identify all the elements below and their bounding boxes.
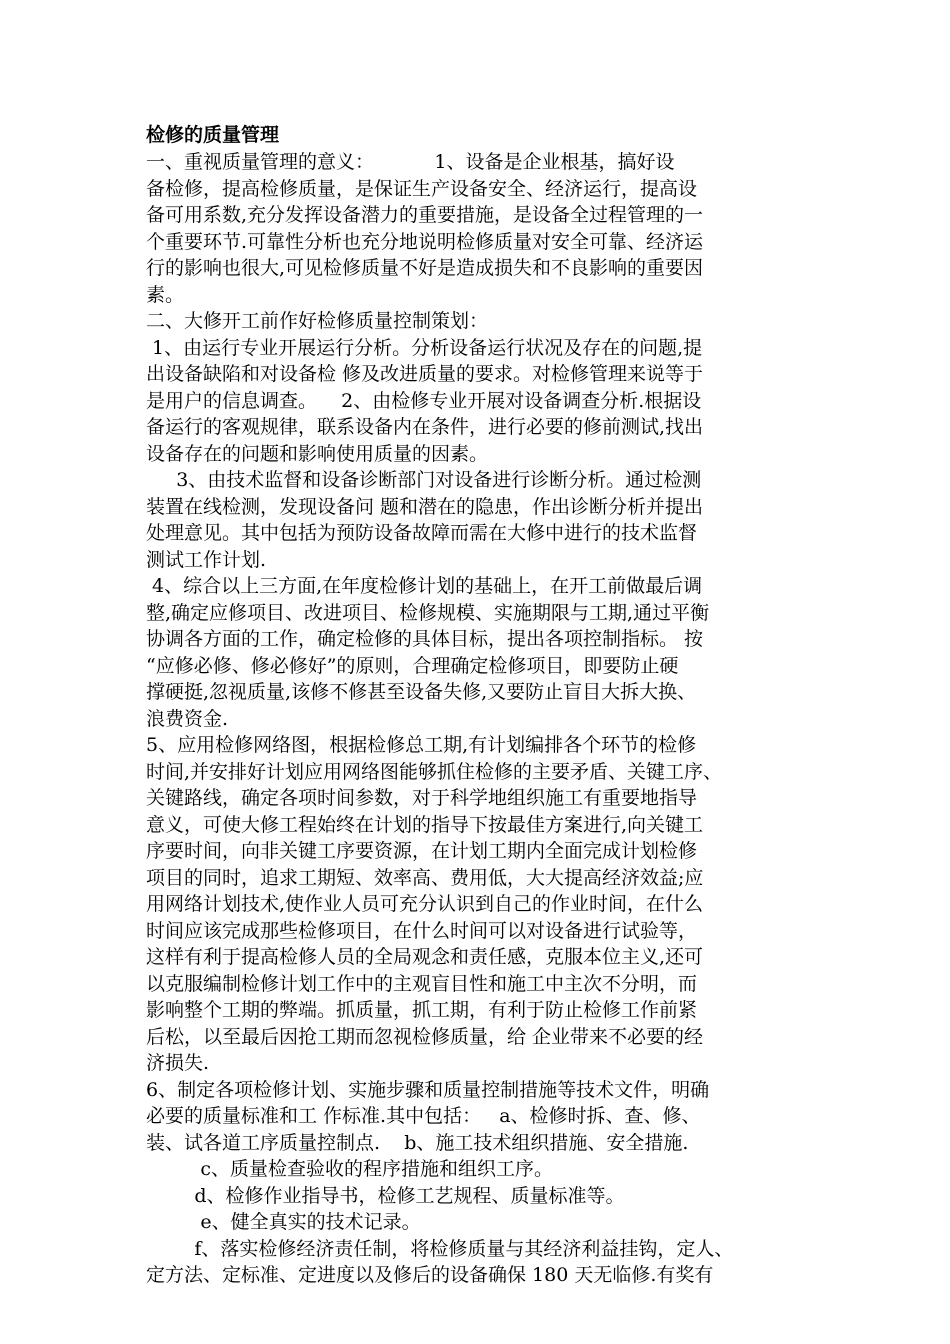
text-line: 素。 bbox=[146, 283, 185, 306]
text-line: 整,确定应修项目、改进项目、检修规模、实施期限与工期,通过平衡 bbox=[146, 601, 710, 624]
text-line: e、健全真实的技术记录。 bbox=[146, 1211, 421, 1233]
text-line: 测试工作计划. bbox=[146, 548, 267, 571]
text-line: 以克服编制检修计划工作中的主观盲目性和施工中主次不分明，而 bbox=[146, 972, 698, 995]
text-line: 关键路线，确定各项时间参数，对于科学地组织施工有重要地指导 bbox=[146, 787, 698, 809]
text-line: 浪费资金. bbox=[146, 707, 229, 730]
text-line: 个重要环节.可靠性分析也充分地说明检修质量对安全可靠、经济运 bbox=[146, 230, 704, 253]
text-line: 二、大修开工前作好检修质量控制策划： bbox=[146, 310, 489, 332]
text-line: 序要时间，向非关键工序要资源，在计划工期内全面完成计划检修 bbox=[146, 840, 698, 862]
text-line: 项目的同时，追求工期短、效率高、费用低，大大提高经济效益;应 bbox=[146, 866, 704, 889]
text-line: 出设备缺陷和对设备检 修及改进质量的要求。对检修管理来说等于 bbox=[146, 363, 704, 385]
text-line: 5、应用检修网络图，根据检修总工期,有计划编排各个环节的检修 bbox=[146, 734, 697, 756]
text-line: 用网络计划技术,使作业人员可充分认识到自己的作业时间，在什么 bbox=[146, 893, 704, 915]
text-line: f、落实检修经济责任制，将检修质量与其经济利益挂钩，定人、 bbox=[146, 1237, 734, 1260]
text-line: 3、由技术监督和设备诊断部门对设备进行诊断分析。通过检测 bbox=[146, 469, 702, 491]
text-line: c、质量检查验收的程序措施和组织工序。 bbox=[146, 1158, 553, 1180]
text-line: 一、重视质量管理的意义： 1、设备是企业根基，搞好设 bbox=[146, 151, 675, 173]
text-line: 处理意见。其中包括为预防设备故障而需在大修中进行的技术监督 bbox=[146, 522, 698, 544]
text-line: 时间应该完成那些检修项目，在什么时间可以对设备进行试验等， bbox=[146, 919, 698, 942]
text-line: “应修必修、修必修好”的原则，合理确定检修项目，即要防止硬 bbox=[146, 654, 679, 677]
text-line: d、检修作业指导书，检修工艺规程、质量标准等。 bbox=[146, 1184, 625, 1207]
text-line: 1、由运行专业开展运行分析。分析设备运行状况及存在的问题,提 bbox=[146, 336, 703, 359]
text-line: 设备存在的问题和影响使用质量的因素。 bbox=[146, 442, 489, 465]
text-line: 意义，可使大修工程始终在计划的指导下按最佳方案进行,向关键工 bbox=[146, 813, 704, 836]
text-line: 影响整个工期的弊端。抓质量，抓工期，有利于防止检修工作前紧 bbox=[146, 999, 698, 1021]
text-line: 行的影响也很大,可见检修质量不好是造成损失和不良影响的重要因 bbox=[146, 257, 704, 279]
text-line: 这样有利于提高检修人员的全局观念和责任感，克服本位主义,还可 bbox=[146, 946, 704, 968]
text-line: 装、试各道工序质量控制点. b、施工技术组织措施、安全措施. bbox=[146, 1131, 689, 1154]
text-line: 必要的质量标准和工 作标准.其中包括： a、检修时拆、查、修、 bbox=[146, 1105, 701, 1127]
text-line: 济损失. bbox=[146, 1052, 210, 1074]
document-title: 检修的质量管理 bbox=[146, 124, 280, 146]
text-line: 4、综合以上三方面,在年度检修计划的基础上，在开工前做最后调 bbox=[146, 575, 703, 597]
text-line: 后松，以至最后因抢工期而忽视检修质量，给 企业带来不必要的经 bbox=[146, 1025, 704, 1048]
text-line: 撑硬挺,忽视质量,该修不修甚至设备失修,又要防止盲目大拆大换、 bbox=[146, 681, 697, 703]
text-line: 时间,并安排好计划应用网络图能够抓住检修的主要矛盾、关键工序、 bbox=[146, 760, 723, 783]
text-line: 备运行的客观规律，联系设备内在条件，进行必要的修前测试,找出 bbox=[146, 416, 704, 438]
text-line: 备可用系数,充分发挥设备潜力的重要措施，是设备全过程管理的一 bbox=[146, 204, 704, 226]
text-line: 定方法、定标准、定进度以及修后的设备确保 180 天无临修.有奖有 bbox=[146, 1264, 714, 1286]
text-line: 是用户的信息调查。 2、由检修专业开展对设备调查分析.根据设 bbox=[146, 389, 702, 412]
text-line: 装置在线检测，发现设备问 题和潜在的隐患，作出诊断分析并提出 bbox=[146, 495, 704, 518]
text-line: 6、制定各项检修计划、实施步骤和质量控制措施等技术文件，明确 bbox=[146, 1078, 710, 1101]
text-line: 协调各方面的工作，确定检修的具体目标，提出各项控制指标。 按 bbox=[146, 628, 704, 650]
text-line: 备检修，提高检修质量，是保证生产设备安全、经济运行，提高设 bbox=[146, 177, 698, 200]
